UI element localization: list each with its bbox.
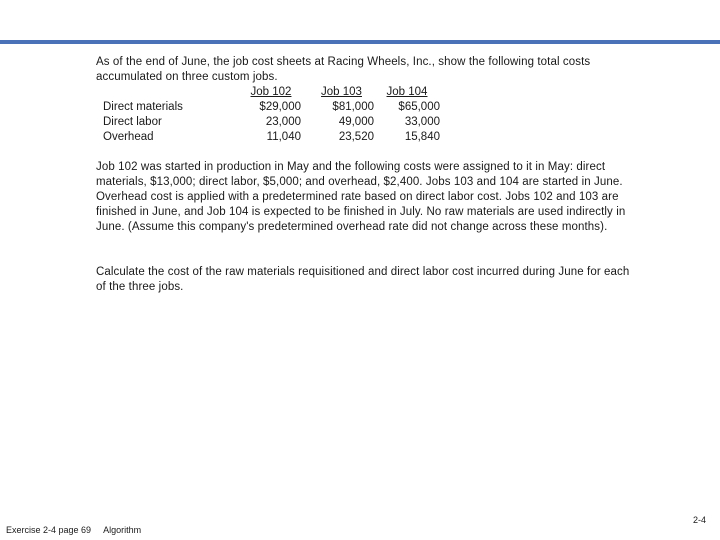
exercise-reference: Exercise 2-4 page 69 xyxy=(6,525,92,535)
column-header-job-104: Job 104 xyxy=(386,86,428,98)
column-header-job-102: Job 102 xyxy=(250,86,292,98)
table-row xyxy=(96,115,440,130)
footer xyxy=(6,525,141,536)
cell-value: 23,520 xyxy=(338,131,374,143)
cell-value: 49,000 xyxy=(338,116,374,128)
cell-value: 23,000 xyxy=(265,116,301,128)
question-paragraph: Calculate the cost of the raw materials requisitioned and direct labor cost incurred during June for each of the three jobs. xyxy=(96,266,630,293)
page-number: 2-4 xyxy=(692,515,706,525)
row-label-direct-labor: Direct labor xyxy=(103,116,162,128)
row-label-direct-materials: Direct materials xyxy=(103,101,183,113)
row-label-overhead: Overhead xyxy=(103,131,154,143)
cell-value: 15,840 xyxy=(404,131,440,143)
job-cost-table xyxy=(96,85,440,145)
table-row xyxy=(96,130,440,145)
algorithm-label: Algorithm xyxy=(103,525,142,535)
cell-value: $81,000 xyxy=(332,101,374,113)
table-corner xyxy=(96,85,241,100)
header-rule xyxy=(0,40,720,44)
details-paragraph: Job 102 was started in production in May and the following costs were assigned to it in May: direct materials, $13,000; direct labor, $5,000; and overhead, $2,400. Jobs 103 and 104 are started in June. Overhead cost is applied with a predetermined rate based on direct labor cost. Jobs 102 and 103 are finished in June, and Job 104 is expected to be finished in July. No raw materials are used indirectly in June. (Assume this company's predetermined overhead rate did not change across these months). xyxy=(96,161,626,233)
cell-value: $65,000 xyxy=(398,101,440,113)
cell-value: $29,000 xyxy=(259,101,301,113)
intro-paragraph: As of the end of June, the job cost sheets at Racing Wheels, Inc., show the following total costs accumulated on three custom jobs. xyxy=(96,56,591,83)
cell-value: 33,000 xyxy=(404,116,440,128)
table-row xyxy=(96,100,440,115)
cell-value: 11,040 xyxy=(266,131,301,143)
table-header-row xyxy=(96,85,440,100)
column-header-job-103: Job 103 xyxy=(321,86,362,98)
